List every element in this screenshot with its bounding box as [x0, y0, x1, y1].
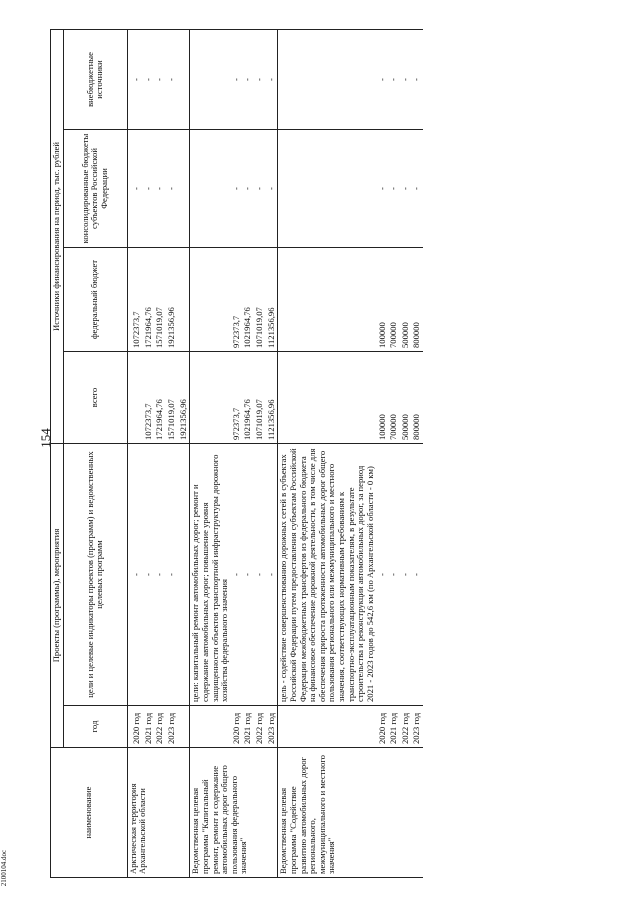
- group-year-spacer: [278, 706, 377, 748]
- row-federal: 1121356,96: [266, 248, 278, 352]
- row-total: 1721964,76: [154, 352, 166, 444]
- row-extra: -: [154, 29, 166, 129]
- row-year: 2021 год: [388, 706, 400, 748]
- row-goal: -: [377, 444, 389, 706]
- row-regional: -: [266, 130, 278, 248]
- row-goal: -: [231, 444, 243, 706]
- row-extra: -: [388, 29, 400, 129]
- row-regional: -: [242, 130, 254, 248]
- table-body: [127, 29, 423, 877]
- row-total: 500000: [400, 352, 412, 444]
- group-description-row: [278, 29, 377, 877]
- row-regional: -: [143, 130, 155, 248]
- row-federal: [178, 248, 190, 352]
- header-year: год: [63, 706, 127, 748]
- row-total: [131, 352, 143, 444]
- row-year: [178, 706, 190, 748]
- row-federal: 1021964,76: [242, 248, 254, 352]
- row-year: 2023 год: [166, 706, 178, 748]
- page-number: 154: [38, 428, 53, 448]
- group-goal: цели: капитальный ремонт автомобильных дорог; ремонт и содержание автомобильных дорог; повышение уровня защищенности объектов транспортной инфраструктуры дорожного хозяйства федерального значения: [190, 444, 231, 706]
- header-regional: консолидированные бюджеты субъектов Российской Федерации: [63, 130, 127, 248]
- row-year: 2021 год: [242, 706, 254, 748]
- row-goal: -: [400, 444, 412, 706]
- row-regional: -: [166, 130, 178, 248]
- row-extra: -: [131, 29, 143, 129]
- row-extra: [178, 29, 190, 129]
- row-total: 1021964,76: [242, 352, 254, 444]
- row-goal: -: [166, 444, 178, 706]
- header-total: всего: [63, 352, 127, 444]
- group-extra-spacer: [190, 29, 231, 129]
- group-name: Ведомственная целевая программа "Капитальный ремонт, ремонт и содержание автомобильных дорог общего пользования федерального значения": [190, 748, 278, 878]
- row-extra: -: [242, 29, 254, 129]
- row-federal: 700000: [388, 248, 400, 352]
- group-federal-spacer: [278, 248, 377, 352]
- row-federal: 100000: [377, 248, 389, 352]
- group-regional-spacer: [278, 130, 377, 248]
- row-federal: 800000: [411, 248, 423, 352]
- table-header: [51, 29, 128, 877]
- row-federal: 1721964,76: [143, 248, 155, 352]
- group-name: Арктическая территория Архангельской области: [127, 748, 190, 878]
- row-regional: [178, 130, 190, 248]
- row-federal: 500000: [400, 248, 412, 352]
- row-goal: -: [242, 444, 254, 706]
- row-total: 800000: [411, 352, 423, 444]
- row-total: 1071019,07: [254, 352, 266, 444]
- row-regional: -: [231, 130, 243, 248]
- row-year: 2023 год: [411, 706, 423, 748]
- header-funding-group: Источники финансирования на период, тыс. рублей: [51, 29, 64, 443]
- row-extra: -: [143, 29, 155, 129]
- rotated-page-content: [50, 30, 580, 878]
- row-federal: 972373,7: [231, 248, 243, 352]
- row-regional: -: [411, 130, 423, 248]
- group-description-row: [190, 29, 231, 877]
- group-year-spacer: [190, 706, 231, 748]
- row-extra: -: [377, 29, 389, 129]
- row-extra: -: [231, 29, 243, 129]
- row-total: 1571019,07: [166, 352, 178, 444]
- row-federal: 1072373,7: [131, 248, 143, 352]
- group-total-spacer: [278, 352, 377, 444]
- row-extra: -: [254, 29, 266, 129]
- row-regional: -: [377, 130, 389, 248]
- row-goal: -: [154, 444, 166, 706]
- row-total: 700000: [388, 352, 400, 444]
- row-extra: -: [166, 29, 178, 129]
- group-federal-spacer: [190, 248, 231, 352]
- row-goal: -: [254, 444, 266, 706]
- header-goals: цели и целевые индикаторы проектов (программ) и ведомственных целевых программ: [63, 444, 127, 706]
- row-total: 1921356,96: [178, 352, 190, 444]
- row-extra: -: [411, 29, 423, 129]
- group-goal: цель - содействие совершенствованию дорожных сетей в субъектах Российской Федерации путем предоставления субъектам Российской Федерации межбюджетных трансфертов из федерального бюджета на финансовое обеспечение дорожной деятельности, в том числе для обеспечения прироста протяженности автомобильных дорог общего пользования регионального или межмуниципального и местного значения, соответствующих нормативным требованиям к транспортно-эксплуатационным показателям, в результате строительства и реконструкции автомобильных дорог, за период 2021 - 2023 годов до 542,6 км (по Архангельской области - 0 км): [278, 444, 377, 706]
- row-year: 2020 год: [377, 706, 389, 748]
- row-total: 1121356,96: [266, 352, 278, 444]
- row-federal: 1921356,96: [166, 248, 178, 352]
- row-year: 2021 год: [143, 706, 155, 748]
- row-year: 2022 год: [154, 706, 166, 748]
- row-total: 972373,7: [231, 352, 243, 444]
- row-total: 100000: [377, 352, 389, 444]
- row-year: 2023 год: [266, 706, 278, 748]
- row-extra: -: [400, 29, 412, 129]
- row-extra: -: [266, 29, 278, 129]
- group-regional-spacer: [190, 130, 231, 248]
- row-goal: [178, 444, 190, 706]
- row-goal: -: [266, 444, 278, 706]
- row-goal: -: [143, 444, 155, 706]
- header-projects-group: Проекты (программы), мероприятия: [51, 444, 64, 748]
- row-year: 2022 год: [254, 706, 266, 748]
- group-extra-spacer: [278, 29, 377, 129]
- row-regional: -: [131, 130, 143, 248]
- footer-code: 2100104.doc: [0, 849, 8, 887]
- row-year: 2022 год: [400, 706, 412, 748]
- row-goal: -: [388, 444, 400, 706]
- row-year: 2020 год: [231, 706, 243, 748]
- row-federal: 1071019,07: [254, 248, 266, 352]
- row-regional: -: [400, 130, 412, 248]
- header-name: наименование: [51, 748, 128, 878]
- row-regional: -: [388, 130, 400, 248]
- row-goal: -: [131, 444, 143, 706]
- header-federal: федеральный бюджет: [63, 248, 127, 352]
- row-goal: -: [411, 444, 423, 706]
- group-name: Ведомственная целевая программа "Содействие развитию автомобильных дорог регионального, межмуниципального и местного значения": [278, 748, 423, 878]
- row-total: 1072373,7: [143, 352, 155, 444]
- group-total-spacer: [190, 352, 231, 444]
- row-regional: -: [254, 130, 266, 248]
- header-extra: внебюджетные источники: [63, 29, 127, 129]
- row-federal: 1571019,07: [154, 248, 166, 352]
- row-year: 2020 год: [131, 706, 143, 748]
- row-regional: -: [154, 130, 166, 248]
- financing-table: [50, 29, 423, 878]
